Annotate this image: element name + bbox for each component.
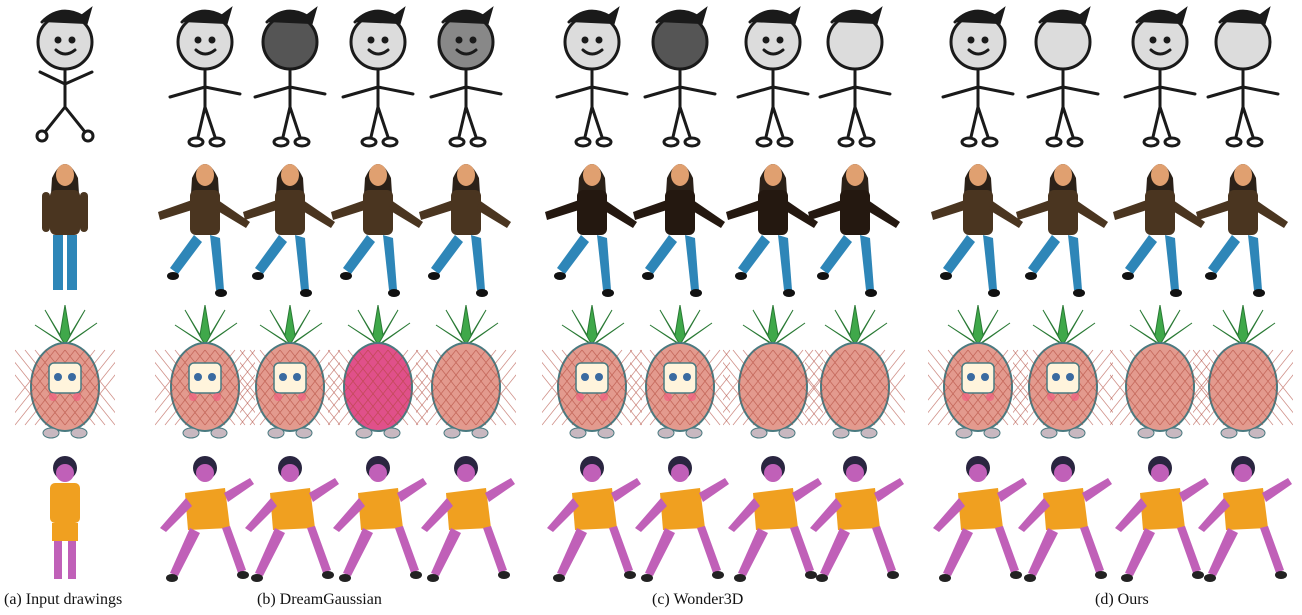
stick-figure-6 (635, 2, 725, 148)
girl-figure-8 (800, 150, 910, 300)
stick-figure-4 (421, 2, 511, 148)
boy-figure-0 (10, 448, 120, 588)
boy-figure-10 (1008, 448, 1118, 588)
girl-figure-0 (10, 150, 120, 300)
pineapple-figure-8 (805, 305, 905, 445)
pineapple-figure-3 (328, 305, 428, 445)
stick-figure-11 (1115, 2, 1205, 148)
caption-input-drawings: (a) Input drawings (4, 591, 123, 608)
stick-figure-9 (933, 2, 1023, 148)
stick-figure-7 (728, 2, 818, 148)
girl-figure-4 (411, 150, 521, 300)
pineapple-figure-0 (15, 305, 115, 445)
pineapple-figure-12 (1193, 305, 1293, 445)
pineapple-figure-10 (1013, 305, 1113, 445)
caption-dreamgaussian: (b) DreamGaussian (257, 591, 382, 608)
girl-figure-12 (1188, 150, 1298, 300)
boy-figure-4 (411, 448, 521, 588)
stick-figure-8 (810, 2, 900, 148)
stick-figure-0 (20, 2, 110, 148)
stick-figure-1 (160, 2, 250, 148)
stick-figure-2 (245, 2, 335, 148)
boy-figure-12 (1188, 448, 1298, 588)
stick-figure-10 (1018, 2, 1108, 148)
girl-figure-10 (1008, 150, 1118, 300)
pineapple-figure-5 (542, 305, 642, 445)
caption-ours: (d) Ours (1095, 591, 1149, 608)
pineapple-figure-4 (416, 305, 516, 445)
stick-figure-5 (547, 2, 637, 148)
caption-wonder3d: (c) Wonder3D (652, 591, 744, 608)
boy-figure-8 (800, 448, 910, 588)
pineapple-figure-2 (240, 305, 340, 445)
stick-figure-12 (1198, 2, 1288, 148)
pineapple-figure-6 (630, 305, 730, 445)
stick-figure-3 (333, 2, 423, 148)
